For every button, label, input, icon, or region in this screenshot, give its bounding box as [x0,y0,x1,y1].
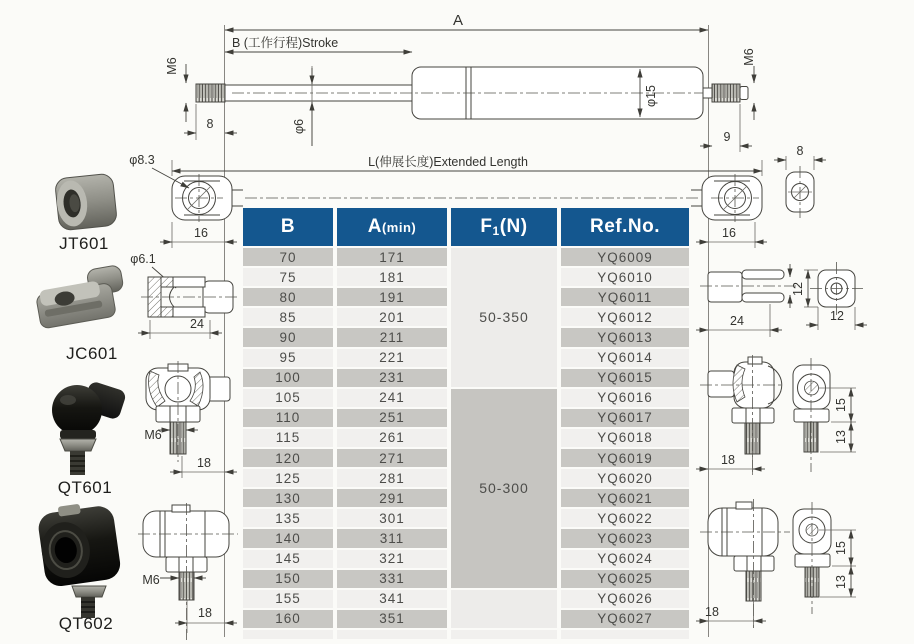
cell-ref-row-10: YQ6018 [561,429,689,447]
cell-ref-row-5: YQ6013 [561,328,689,346]
cell-b-row-5: 90 [243,328,333,346]
cell-ref-row-18: YQ6026 [561,590,689,608]
product-label-qt602: QT602 [58,614,114,633]
dim-clevis-width-right: 24 [730,314,744,328]
ball-joint-601-left-drawing [144,361,237,478]
cell-a-row-3: 191 [337,288,447,306]
dim-overall-length: A [452,12,464,29]
cell-a-row-9: 251 [337,409,447,427]
cell-ref-row-7: YQ6015 [561,369,689,387]
dim-stroke: B (工作行程)Stroke [232,36,339,50]
cell-ref-row-6: YQ6014 [561,349,689,367]
cell-ref-row-11: YQ6019 [561,449,689,467]
cell-b-row-6: 95 [243,349,333,367]
column-header-ref-no: Ref.No. [561,208,689,246]
cell-a-row-18: 341 [337,590,447,608]
cell-force-group-1: 50-350 [451,248,557,387]
product-label-jt601: JT601 [59,234,109,253]
cell-a-row-19: 351 [337,610,447,628]
cell-ref-row-12: YQ6020 [561,469,689,487]
dim-extended-length: L(伸展长度)Extended Length [368,155,528,169]
ball-joint-602-right-drawing [696,499,856,628]
cell-b-row-10: 115 [243,429,333,447]
cell-b-row-11: 120 [243,449,333,467]
cell-force-group-3 [451,590,557,628]
dim-qt602-width-left: 18 [198,606,212,620]
cell-a-row-8: 241 [337,389,447,407]
dim-eyelet-end-width: 8 [796,144,804,158]
dim-thread-left: M6 [165,57,179,75]
jc601-photo [33,265,128,330]
cell-force-group-2: 50-300 [451,389,557,588]
eyelet-right-drawing [691,174,762,222]
dim-qt601-width-right: 18 [721,453,735,467]
cell-ref-row-19: YQ6027 [561,610,689,628]
table-sliver-cell [243,630,333,639]
cell-ref-row-15: YQ6023 [561,529,689,547]
cell-a-row-16: 321 [337,550,447,568]
cell-a-row-15: 311 [337,529,447,547]
dim-qt601-width-left: 18 [197,456,211,470]
cell-a-row-6: 221 [337,349,447,367]
eyelet-end-view [786,166,814,218]
dim-stud-right-length: 9 [723,130,731,144]
cell-ref-row-8: YQ6016 [561,389,689,407]
cell-b-row-19: 160 [243,610,333,628]
cell-b-row-18: 155 [243,590,333,608]
cell-ref-row-1: YQ6009 [561,248,689,266]
cell-ref-row-17: YQ6025 [561,570,689,588]
dim-tube-diameter: φ15 [644,84,658,107]
cell-a-row-12: 281 [337,469,447,487]
cell-a-row-2: 181 [337,268,447,286]
cell-b-row-8: 105 [243,389,333,407]
cell-b-row-14: 135 [243,509,333,527]
product-label-jc601: JC601 [66,344,118,363]
dim-qt601-height: 15 [834,398,848,412]
dim-thread-qt602-left: M6 [142,573,160,587]
dim-eyelet-width-left: 16 [194,226,208,240]
spec-table [243,208,693,639]
dim-clevis-pin-dia: φ6.1 [130,252,156,266]
ball-joint-601-right-drawing [696,355,856,475]
cell-b-row-12: 125 [243,469,333,487]
cell-b-row-4: 85 [243,308,333,326]
eyelet-left-drawing [172,174,243,222]
dim-clevis-end-height: 12 [791,282,805,296]
dim-qt602-height: 15 [834,541,848,555]
cell-b-row-2: 75 [243,268,333,286]
qt602-photo [36,499,122,618]
cell-b-row-1: 70 [243,248,333,266]
spec-table-body [243,248,693,628]
cell-ref-row-3: YQ6011 [561,288,689,306]
cell-b-row-15: 140 [243,529,333,547]
ball-joint-602-left-drawing [138,503,238,640]
dim-clevis-end-width: 12 [830,309,844,323]
cell-b-row-16: 145 [243,550,333,568]
product-label-qt601: QT601 [57,478,113,497]
dim-qt601-stud-length: 13 [834,430,848,444]
cell-b-row-17: 150 [243,570,333,588]
cell-a-row-14: 301 [337,509,447,527]
qt601-photo [52,380,127,475]
cell-a-row-7: 231 [337,369,447,387]
table-sliver-cell [561,630,689,639]
cell-a-row-11: 271 [337,449,447,467]
cell-b-row-3: 80 [243,288,333,306]
dim-qt602-width-right: 18 [705,605,719,619]
cell-a-row-13: 291 [337,489,447,507]
column-header-a-min: A (min) [337,208,447,246]
dim-rod-diameter: φ6 [292,118,306,134]
table-sliver-cell [337,630,447,639]
clevis-left-drawing [130,252,240,339]
cell-a-row-4: 201 [337,308,447,326]
dim-eyelet-hole-dia: φ8.3 [129,153,155,167]
dim-stud-left-length: 8 [206,117,214,131]
cell-ref-row-4: YQ6012 [561,308,689,326]
table-sliver-cell [451,630,557,639]
spec-table-header [243,208,693,246]
column-header-b: B [243,208,333,246]
cell-a-row-1: 171 [337,248,447,266]
cell-b-row-7: 100 [243,369,333,387]
dim-thread-right: M6 [742,48,756,66]
table-cutoff-row [243,630,693,639]
column-header-f1-n: F 1 (N) [451,208,557,246]
dim-clevis-width-left: 24 [190,317,204,331]
dim-thread-qt601-left: M6 [144,428,162,442]
clevis-right-drawing [696,262,867,337]
cell-b-row-13: 130 [243,489,333,507]
dim-qt602-stud-length: 13 [834,575,848,589]
cell-ref-row-14: YQ6022 [561,509,689,527]
cell-ref-row-9: YQ6017 [561,409,689,427]
dim-eyelet-width-right: 16 [722,226,736,240]
cell-a-row-17: 331 [337,570,447,588]
cell-b-row-9: 110 [243,409,333,427]
cell-ref-row-16: YQ6024 [561,550,689,568]
cell-a-row-10: 261 [337,429,447,447]
cell-ref-row-13: YQ6021 [561,489,689,507]
cell-a-row-5: 211 [337,328,447,346]
jt601-photo [54,173,117,231]
cell-ref-row-2: YQ6010 [561,268,689,286]
